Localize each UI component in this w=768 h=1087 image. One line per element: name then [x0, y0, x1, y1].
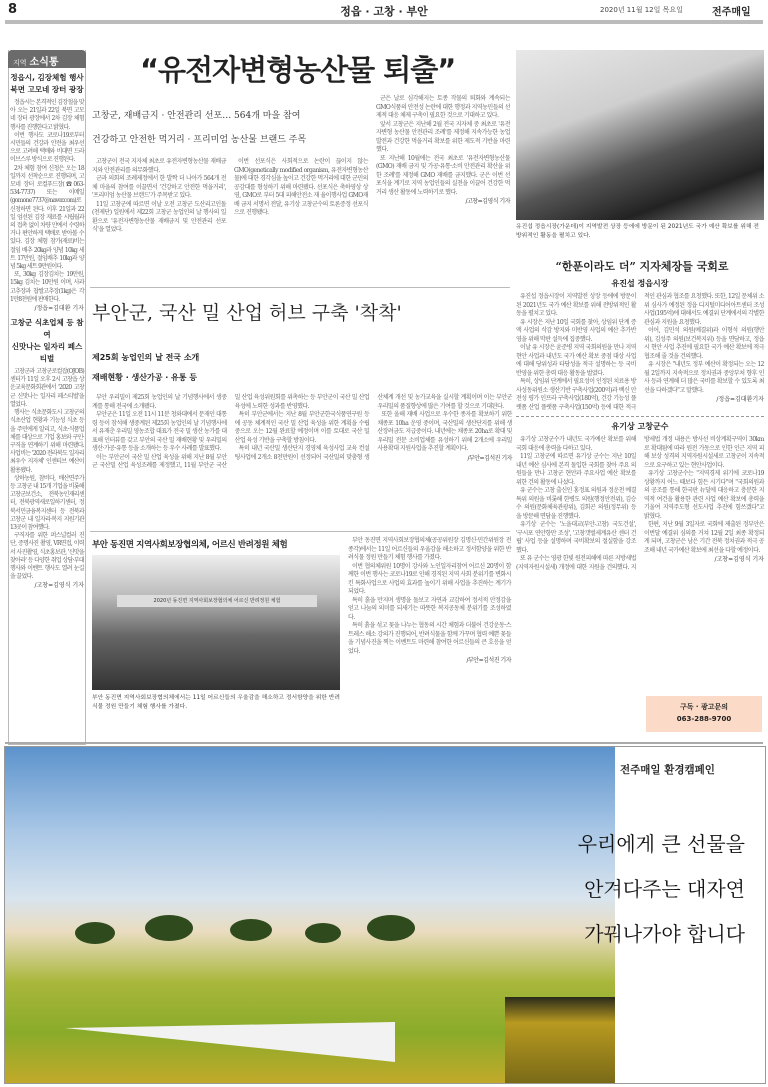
subscription-phone: 063-288-9700 — [676, 715, 732, 723]
subscription-label: 구독 · 광고문의 — [679, 703, 729, 711]
tree-icon — [305, 923, 341, 943]
dashed-divider — [516, 416, 764, 417]
paragraph: 2차 체험 참여 신청은 오는 18일까지 선착순으로 진행되며, 고모네 장터 로컬푸드장(☎063-534-7737) 또는 이메일(gomone7737@naver.com)로 신청하면 된다. 이후 21일과 22일 엄선된 김장 재료를 시립월과의 접촉 없이 차량 안에서 수령하거나 편안하게 택배로 받아볼 수 있다. 김장 체험 참가(재료)비는 절임 배추 20kg과 양념 10kg 세트 17만원, 절임배추 10kg과 양념 5kg 세트 9만원이다. — [10, 164, 84, 271]
paragraph: 이는 부안군이 국산 밀 산업 육성을 위해 지난 8월 부안군 국산밀 산업 육성조례를 제정했고, 11월 부안군 국산 밀 산업 육성위원회를 위촉하는 등 부안군이 국산 밀 산업 육성에 노력한 성과를 반영했다. — [92, 394, 370, 469]
ad-slogan-line: 우리에게 큰 선물을 — [577, 832, 745, 856]
mayor-meeting-photo — [516, 50, 764, 220]
field-texture — [505, 997, 615, 1083]
page-number: 8 — [8, 2, 18, 17]
wheat-subheadline-1: 제25회 농업인의 날 전국 소개 — [92, 353, 200, 362]
paragraph: 앞서 고창군은 지난해 2월 전국 지자체 중 최초로 '유전자변형 농산물 안전관리 조례'를 제정해 지속가능한 농업발전과 건강한 먹을거리 확보를 위한 제도적 기반을 마련했다. — [376, 120, 510, 153]
elder-article-body — [348, 537, 511, 665]
article-body — [516, 436, 764, 572]
paragraph: 부안 동진면 지역사회보장협의체(공공위원장 김명신·민간위원장 전종각)에서는 11일 어르신들의 우울감을 해소하고 정서함양을 위한 반려식물 정원 만들기 체험 행사를 가졌다. — [348, 537, 511, 561]
byline: /고창=김영식 기자 — [465, 198, 510, 205]
paragraph: 특히, 상임위 단계에서 필요성이 인정된 치료용 방사성동위원소 생산기반 구축사업(200억)과 백신 안전성 평가 인프라 구축사업(180억), 건강 기능성 플랫폼 산업 플랫폼 구축사업(150억) 등에 대한 적극적인 관심과 협조를 요청했다. 또한, 12일 문체위 소위 심사가 예정된 정읍 디지털미디어아트센터 조성사업(195억)에 대해서도 예결위 단계에서의 각별한 관심과 지원을 요청했다. — [516, 293, 764, 411]
paragraph: 또 지난해 10월에는 전국 최초로 '유전자변형농산물(GMO) 재배 금지 및 가공·유통·소비 안전관리 확산을 위한 조례'를 제정해 GMO 재배를 금지했다. 군은 이번 선포식을 계기로 지역 농업인들의 실천을 이끌어 건강한 먹거리 생산 활동에 노력하기로 했다. — [376, 154, 510, 196]
ad-slogan-line: 가꿔나가야 합니다 — [584, 922, 745, 946]
article-jeongeup-mayor — [516, 278, 764, 412]
paragraph: 군과 의회의 조례제정에서 한 발짝 더 나아가 564개 전체 마을의 참여를 이끌면서 '건강하고 안전한 먹을거리', '프리미엄 농산물 브랜드'가 주목받고 있다. — [92, 175, 226, 199]
paragraph: 또한 올해 재배 사업으로 우수한 종자를 확보하기 위한 채종포 10ha 운영 중이며, 국산밀의 생산단지를 위해 생산장려금도 지급중이다. 내년에는 채종포 20ha로 확대 및 우리밀 전문 소비업체를 유성하기 위해 2개소에 우리밀 사용확대 지원사업을 추진할 계획이다. — [377, 411, 512, 452]
tree-icon — [75, 922, 115, 944]
article-title: 정읍시, 김장체험 행사 — [10, 73, 84, 82]
paragraph: 또, 30kg 김장김치는 19만원, 15kg 김치는 10만원 이며, 사과고추장과 찹쌀고추장(1kg)은 각 1만8천원에 판매한다. — [10, 271, 84, 303]
paragraph: 유진섭 정읍시장이 지역발전 상장 등에에 방문이 된 2021년도 국가 예산 확보를 위해 전방위적인 활동을 펼치고 있다. — [516, 293, 636, 317]
paragraph: 이날 유 시장은 윤준병 지역 국회의원을 만나 지역 현안 사업과 내년도 국가 예산 확보 중점 대상 사업에 대해 당위성과 타당성을 적극 설명하는 등 국비 반영을 위한 총력 대응 활동을 벌였다. — [516, 344, 636, 377]
paragraph: 군은 날로 심각해지는 토종 작물의 퇴화와 계속되는 GMO식품의 안전성 논란에 대한 행정과 지역농민들의 선제적 대응 체제 구축이 필요한 것으로 기대하고 있다. — [376, 95, 511, 119]
local-news-tag — [8, 50, 86, 68]
right-column-flow — [516, 278, 764, 572]
subscription-box — [646, 696, 762, 732]
main-headline: “유전자변형농산물 퇴출” — [140, 53, 456, 87]
paragraph: 고창군이 전국 지자체 최초로 유전자변형농산물 재배금지와 안전관리를 의무화했다. — [92, 158, 226, 174]
paragraph: 유 시장은 "내년도 정부 예산이 확정되는 오는 12월 2일까지 지속적으로 정치권과 중앙부처 향후 인사 등과 연계해 더 많은 국비를 확보할 수 있도록 최선을 다하겠다"고 말했다. — [644, 361, 764, 394]
byline: /부안=김석진 기자 — [466, 657, 511, 664]
divider — [90, 531, 510, 532]
paragraph: 유기상 고창군수가 내년도 국가예산 확보를 위해 국회 대응에 총력을 다하고 있다. — [516, 436, 636, 452]
main-subheadline-2: 건강하고 안전한 먹거리 · 프리미엄 농산물 브랜드 주목 — [92, 135, 307, 145]
byline: /고창=김영식 기자 — [34, 582, 84, 590]
article-title: 유기상 고창군수 — [611, 422, 669, 431]
paragraph: 고창군과 고창군로컬잡(OJOB)센터가 11일 오후 2시 고창읍 상운교육문화회관에서 '2020 고창군 신맛나는 일자리 페스티벌'을 열었다. — [10, 368, 84, 408]
elder-event-photo — [92, 555, 340, 690]
paragraph: 유기상 군수는 '노을대교(부안-고창) 국도건설', '구시포 연안항만 조성', '고창갯벌세계유산 센터 건립' 사업 등을 설명하며 국비확보의 절실함을 강조했다. — [516, 521, 636, 554]
paragraph: 특히 흙을 섞고 꽃을 나누는 협동의 시간 체험과 더불어 건강운동·스트레스 해소 강의가 진행되어, 반려식물을 함께 가꾸며 협력 예쁜 꽃들을 기념사진을 찍는 이벤트도 마련해 참여한 어르신들의 큰 호응을 얻었다. — [348, 622, 511, 655]
torn-paper-shape — [65, 1022, 395, 1062]
divider — [5, 742, 763, 744]
article-body — [10, 368, 84, 581]
ad-slogan — [500, 822, 745, 957]
tag-small: 지역 — [13, 59, 27, 67]
paragraph: 정읍시는 본격적인 김장철을 맞아 오는 21일과 22일 북면 고모네 장터 광장에서 2차 김장 체험행사를 진행한다고 밝혔다. — [10, 99, 84, 131]
paragraph: 부안 우리밀이 제25회 농업인의 날 기념행사에서 생중계를 통해 전국에 소개됐다. — [92, 394, 227, 410]
issue-date: 2020년 11월 12일 목요일 — [600, 6, 683, 14]
left-column-flow — [10, 72, 84, 590]
paragraph: 상하농원, 참비다, 배산면주가 등 고창군 내 15개 기업을 비롯해 고창군보건소, 전북농인재리센터, 전북광역새로일하기센터, 정북서민금융복지센터 등 전북과 고창군 내 일자리·복지 지원기관 13곳이 참여했다. — [10, 474, 84, 531]
paragraph: 유기상 고창군수는 "지역경제 위기에 코로나19 상황까지 어느 때보다 힘든 시기다"며 "국회의원과의 공조를 통해 한국판 뉴딜에 대응하고 충분한 지역적 여건을 활용한 관련 사업 예산 확보에 총력을 기울여 지역주도형 선도사업 추진에 힘쓰겠다"고 밝혔다. — [644, 470, 764, 520]
article-columns — [516, 436, 764, 572]
paragraph: 부안군은 11일 오전 11시 11분 청와대에서 문재인 대통령 등이 참석해 생중계된 제25회 농업인의 날 기념행사에서 유재춘 우리밀 영농조합 대표가 전국 밀 생산 농가를 대표해 인터뷰를 갖고 부안의 국산 밀 재배현황 및 우리밀의 생산·가공·유통 등을 소개하는 등 우수 사례를 발표했다. — [92, 411, 227, 452]
paragraph: 이번 선포식은 사회적으로 논란이 끊이지 않는 GMO(genetically modified organism, 유전자변형농산물)에 대한 경각심을 높이고 건강한 먹거리에 대한 군민의 공감대를 형성하기 위해 마련됐다. 선포식은 축하영상 상영, GMO로 부터 5대 피해안전소 재 율이행사업 GMO재배 금지 서명서 전달, 유기상 고창군수의 토론증정 선포식으로 진행됐다. — [234, 158, 368, 216]
paragraph: 유 시장은 지난 10일 국회를 찾아, 상임위 단계 증액 사업의 삭감 방지와 미반영 사업의 예산 추가반영을 위해 막판 설득에 집중했다. — [516, 318, 636, 343]
main-subheadline-1: 고창군, 재배금지 · 안전관리 선포… 564개 마을 참여 — [92, 111, 301, 121]
paragraph: 이어, 김민석 의원(예결위)과 이형석 의원(행안위), 김성주 의원(보건복지위) 등을 면담하고, 정읍시 현안 사업 추진에 필요한 국가 예산 확보에 적극 협조해 줄 것을 건의했다. — [644, 327, 764, 360]
tag-title: 소식통 — [29, 57, 59, 68]
paragraph: 11일 고창군에 따르면 이날 오전 고창군 도산리고인돌(천제단) 일원에서 제22회 고창군 농업인의 날 행사의 일환으로 '유전자변형농산물 재배금지 및 안전관리 선포식'을 열었다. — [92, 200, 226, 233]
newspaper-name: 전주매일 — [712, 7, 751, 18]
paragraph: 11일 고창군에 따르면 유기상 군수는 지난 10일 내년 예산 심사에 본격 돌입한 국회를 찾아 주요 의원들을 만나 고창군 현안과 주요사업 예산 확보를 위한 건의 활동에 나섰다. — [516, 453, 636, 486]
paragraph: 특히 흙을 만지며 생명을 돌보고 자연과 교감하여 정서적 안정감을 얻고 나눔의 의미를 되새기는 따뜻한 복지공동체 분위기를 조성하였다. — [348, 596, 511, 621]
section-title: 정읍 · 고창 · 부안 — [340, 5, 428, 18]
paragraph: 특히 부안군에서는 지난 8월 부안군한국식품연구원 등에 공동 체계적인 국산 밀 산업 육성을 위한 계획을 수립 중으로 오는 12월 완료할 예정이며 이를 토대로 국산 밀 산업 육성 기반을 구축할 방침이다. — [234, 411, 370, 444]
paragraph: 이번 협의체위원 10명이 강사와 노인일자리참여 어르신 20명이 함께한 이번 행사는 코로나19로 인해 경직된 지역 사회 분위기를 변화시킨 특화사업으로 사업의 효과를 높이기 위해 사업을 추진하는 계기가 되었다. — [348, 562, 511, 595]
paragraph: 구직자를 위한 퍼스널컬러 진단, 증명사진 촬영, VR면접, 이력서 사진촬영, 식초홍보관, '신맛을 찾아라' 등 다양한 취업 상담·부대 행사와 이벤트 행사도 열려 눈길을 끌었다. — [10, 532, 84, 581]
byline: /고창=김영식 기자 — [714, 556, 764, 563]
byline: /정읍=김대환기자 — [716, 396, 764, 403]
wheat-headline: 부안군, 국산 밀 산업 허브 구축 '착착' — [92, 302, 402, 324]
main-article-body — [92, 158, 368, 235]
article-body — [10, 99, 84, 304]
article-title: 북면 고모네 장터 광장 — [10, 85, 84, 94]
article-title: 유진섭 정읍시장 — [611, 279, 669, 288]
ad-campaign-title: 전주매일 환경캠페인 — [620, 764, 715, 776]
article-kimchi — [10, 72, 84, 313]
tree-icon — [230, 919, 272, 941]
article-gochang-governor — [516, 421, 764, 572]
paragraph: 행사는 식초문화도시 고창군의 식초산업 현황과 기능성 식초 등을 주민에게 알리고, 식초·식품업체를 대상으로 기업 홍보와 구인·구직을 연계하기 위해 마련됐다. 사업비는 '2020 전라북도 일자리 최우수 지자체' 인센티브 예산이 활용됐다. — [10, 409, 84, 474]
right-photo-caption: 유진섭 정읍시장(가운데)이 지역발전 상장 등에에 방문이 된 2021년도 국가 예산 확보를 위해 전방위적인 활동을 펼치고 있다. — [516, 224, 759, 239]
article-title: 신맛나는 일자리 페스티벌 — [11, 342, 83, 364]
paragraph: 특히 내년 국산밀 생산단지 경영체 육성사업 교육 컨설팅사업에 2개소 8천만원이 선정되어 국산밀의 맞춤형 생산체계 개선 및 농가교육을 실시할 계획이며 이는 부안군 우리밀의 품질향상에 많은 기여를 할 것으로 기대된다. — [234, 394, 512, 461]
paragraph: 한편, 지난 9월 3일자로 국회에 제출된 정부안은 이번달 예결위 심의를 거쳐 12월 2일 최종 확정되게 되며, 고창군은 남은 기간 전북 정치권과 적극 공조해 내년 국가예산 확보에 최선을 다할 예정이다. — [644, 521, 764, 554]
elder-headline: 부안 동진면 지역사회보장협의체, 어르신 반려정원 체험 — [92, 540, 288, 550]
wheat-article-body — [92, 394, 512, 471]
right-headline: “한푼이라도 더” 지자체장들 국회로 — [555, 260, 729, 273]
elder-photo-caption: 부안 동진면 지역사회보장협의체에서는 11일 어르신들의 우울감을 해소하고 정서함양을 위한 반려식물 정원 만들기 체험 행사를 가졌다. — [92, 695, 340, 710]
paragraph: 이번 행사도 코로나19로부터 시민들의 건강과 안전을 최우선으로 고려해 택배와 비대면 드라이브스루 방식으로 진행된다. — [10, 131, 84, 164]
divider — [90, 287, 510, 288]
paragraph: 또 유 군수는 영광 한빛 원전피해에 따른 지방세법(지역자원시설세) 개정에 대한 지원을 건의했다. 지방세법 개정 내용은 방사선 비상계획구역이 30km로 확대됨에 따라 원전 가동으로 인한 인근 지역 피해 보상 성격의 지역자원시설세로 고창군이 지속적으로 요구하고 있는 현안사업이다. — [516, 436, 764, 571]
event-banner: 2020년 동진면 지역사회보장협의체 어르신 반려정원 체험 — [117, 595, 317, 607]
main-article-body-col3 — [376, 95, 510, 206]
article-job-festival — [10, 317, 84, 590]
byline: /부안=김석진 기자 — [467, 454, 512, 462]
paragraph: 유 군수는 고창 출신인 홍정표 의원과 정운천 예결특위 의원을 비롯해 한병도 의원(행정안전위), 김승수 의원(문화체육관광위), 김회곤 의원(정무위) 등을 방문해 면담을 진행했다. — [516, 487, 636, 520]
article-title: 고창군 식초업체 등 참여 — [10, 318, 84, 340]
page-header — [0, 0, 768, 20]
header-divider — [5, 20, 763, 24]
tree-icon — [145, 915, 193, 941]
ad-slogan-line: 안겨다주는 대자연 — [584, 877, 745, 901]
byline: /정읍=김대환 기자 — [34, 305, 84, 313]
tree-icon — [367, 915, 415, 941]
article-columns — [516, 293, 764, 412]
wheat-subheadline-2: 재배현황 · 생산가공 · 유통 등 — [92, 373, 198, 382]
